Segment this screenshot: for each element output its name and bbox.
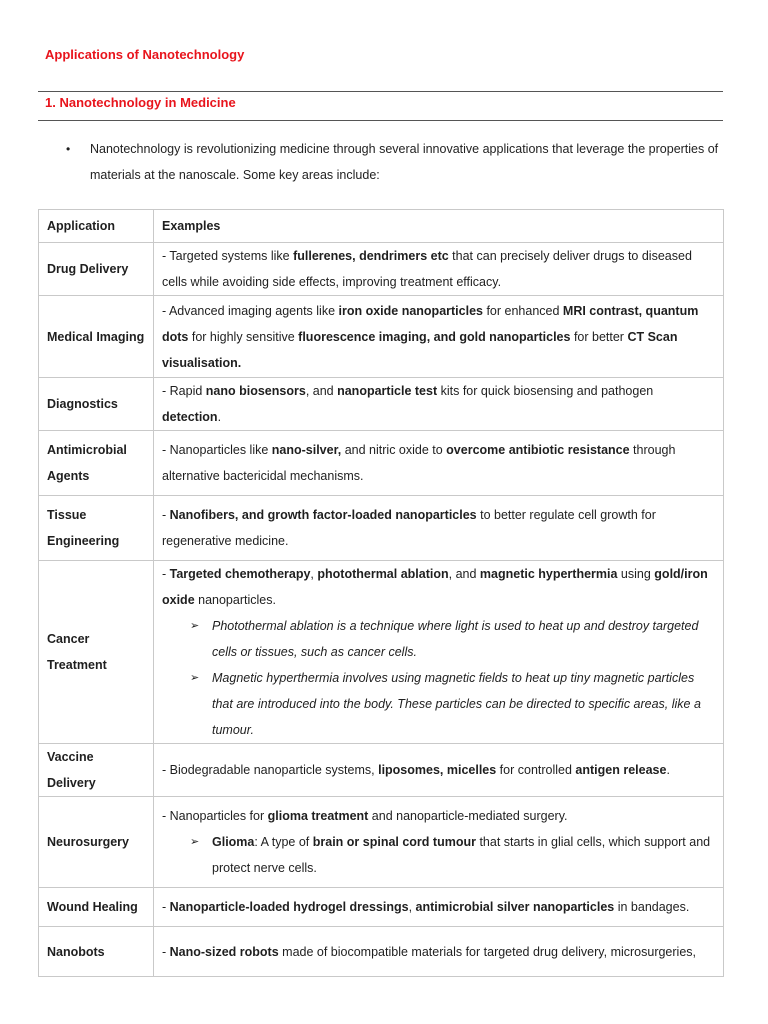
- bold-text: detection: [162, 410, 218, 424]
- table-row: [39, 744, 724, 797]
- bold-text: , and gold nanoparticles: [426, 329, 571, 344]
- table-row: [39, 797, 724, 888]
- application-name: Wound Healing: [39, 888, 154, 927]
- text: ,: [408, 900, 416, 914]
- bold-text: nanoparticle test: [337, 384, 438, 398]
- text: , and: [448, 567, 480, 581]
- text: that can precisely deliver drugs to diseased cells while avoiding side effects, improving treatment efficacy.: [162, 249, 692, 289]
- text: - Nanoparticles like: [162, 443, 272, 457]
- text: kits for quick biosensing and pathogen: [437, 384, 654, 398]
- text: - Nanoparticles for: [162, 809, 268, 823]
- text: for highly sensitive: [188, 329, 299, 344]
- application-examples: [154, 797, 724, 888]
- table-row: [39, 378, 724, 431]
- intro-paragraph: Nanotechnology is revolutionizing medicine through several innovative applications that leverage the properties of materials at the nanoscale. Some key areas include:: [90, 142, 719, 182]
- text: ,: [310, 567, 318, 581]
- application-name: Medical Imaging: [39, 296, 154, 378]
- text: and nitric oxide to: [341, 443, 447, 457]
- section-rule-top: [38, 91, 723, 92]
- text: for better: [570, 329, 628, 344]
- bold-text: glioma treatment: [267, 809, 369, 823]
- table-header-row: [39, 210, 724, 243]
- table-row: [39, 496, 724, 561]
- bold-text: magnetic hyperthermia: [479, 567, 618, 581]
- table-row: [39, 243, 724, 296]
- text: - Rapid: [162, 384, 206, 398]
- text: in bandages.: [614, 900, 690, 914]
- text: made of biocompatible materials for targeted drug delivery, microsurgeries,: [278, 944, 697, 959]
- application-name: Cancer Treatment: [39, 561, 154, 744]
- bold-text: overcome antibiotic resistance: [446, 443, 630, 457]
- text: for controlled: [496, 763, 576, 777]
- text: -: [162, 508, 170, 522]
- table-row: [39, 927, 724, 977]
- arrow-bullet-icon: ➢: [190, 672, 200, 684]
- application-examples: [154, 927, 724, 977]
- bold-text: iron oxide nanoparticles: [338, 303, 483, 318]
- table-row: [39, 561, 724, 744]
- table-row: [39, 296, 724, 378]
- cancer-main-text: [162, 561, 715, 613]
- bullet-glyph: •: [66, 142, 71, 156]
- document-title: Applications of Nanotechnology: [45, 47, 245, 62]
- application-examples: [154, 431, 724, 496]
- text: -: [162, 567, 170, 581]
- text: - Targeted systems like: [162, 249, 294, 263]
- header-examples: Examples: [154, 210, 724, 243]
- text: and nanoparticle-mediated surgery.: [368, 809, 568, 823]
- bold-text: MRI contrast, quantum dots: [162, 303, 699, 344]
- application-name: Neurosurgery: [39, 797, 154, 888]
- section-heading: 1. Nanotechnology in Medicine: [45, 95, 236, 110]
- application-examples: [154, 378, 724, 431]
- italic-note: Photothermal ablation is a technique where light is used to heat up and destroy targeted cells or tissues, such as cancer cells.: [212, 619, 699, 659]
- bold-text: antimicrobial silver nanoparticles: [415, 900, 615, 914]
- text: - Biodegradable nanoparticle systems,: [162, 763, 379, 777]
- application-name: Diagnostics: [39, 378, 154, 431]
- text: using: [617, 567, 655, 581]
- arrow-bullet-icon: ➢: [190, 836, 200, 848]
- application-name: Tissue Engineering: [39, 496, 154, 561]
- application-examples: [154, 296, 724, 378]
- text: -: [162, 900, 170, 914]
- bold-text: antigen release: [575, 763, 667, 777]
- sub-bullet: [162, 829, 715, 881]
- bold-text: photothermal ablation: [317, 567, 449, 581]
- neuro-main-text: [162, 803, 715, 829]
- bold-text: CT Scan visualisation.: [162, 329, 678, 370]
- application-examples: [154, 243, 724, 296]
- application-name: Vaccine Delivery: [39, 744, 154, 797]
- text: - Advanced imaging agents like: [162, 303, 339, 318]
- application-examples: [154, 561, 724, 744]
- sub-bullet: [162, 613, 715, 665]
- text: to better regulate cell growth for regenerative medicine.: [162, 508, 656, 548]
- text: .: [666, 763, 670, 777]
- text: nanoparticles.: [194, 593, 276, 607]
- text: that starts in glial cells, which support and protect nerve cells.: [212, 835, 711, 875]
- bold-text: Nano-sized robots: [169, 944, 279, 959]
- bold-text: Targeted chemotherapy: [169, 567, 311, 581]
- italic-note: Magnetic hyperthermia involves using magnetic fields to heat up tiny magnetic particles that are introduced into the body. These particles can be directed to specific areas, like a tumour.: [212, 671, 701, 737]
- sub-bullet: [162, 665, 715, 743]
- bold-text: nano-silver,: [271, 443, 342, 457]
- text: through alternative bactericidal mechanisms.: [162, 443, 676, 483]
- header-application: Application: [39, 210, 154, 243]
- text: .: [217, 410, 222, 424]
- bold-text: Nanoparticle-loaded hydrogel dressings: [169, 900, 409, 914]
- table-row: [39, 888, 724, 927]
- applications-table: [38, 209, 724, 977]
- application-examples: [154, 888, 724, 927]
- bold-text: gold/iron oxide: [162, 567, 708, 607]
- bold-text: liposomes, micelles: [378, 763, 497, 777]
- bold-text: fullerenes, dendrimers etc: [293, 249, 449, 263]
- bold-text: nano biosensors: [205, 384, 306, 398]
- bold-text: brain or spinal cord tumour: [312, 835, 476, 849]
- section-rule-bottom: [38, 120, 723, 121]
- application-examples: [154, 496, 724, 561]
- text: for enhanced: [482, 303, 563, 318]
- text: , and: [305, 384, 338, 398]
- table-row: [39, 431, 724, 496]
- arrow-bullet-icon: ➢: [190, 620, 200, 632]
- bold-text: Nanofibers, and growth factor-loaded nanoparticles: [169, 508, 477, 522]
- application-name: Drug Delivery: [39, 243, 154, 296]
- text: : A type of: [254, 835, 313, 849]
- bold-text: Glioma: [212, 835, 255, 849]
- application-name: Nanobots: [39, 927, 154, 977]
- bold-text: fluorescence imaging: [298, 329, 427, 344]
- text: -: [162, 944, 170, 959]
- application-examples: [154, 744, 724, 797]
- application-name: Antimicrobial Agents: [39, 431, 154, 496]
